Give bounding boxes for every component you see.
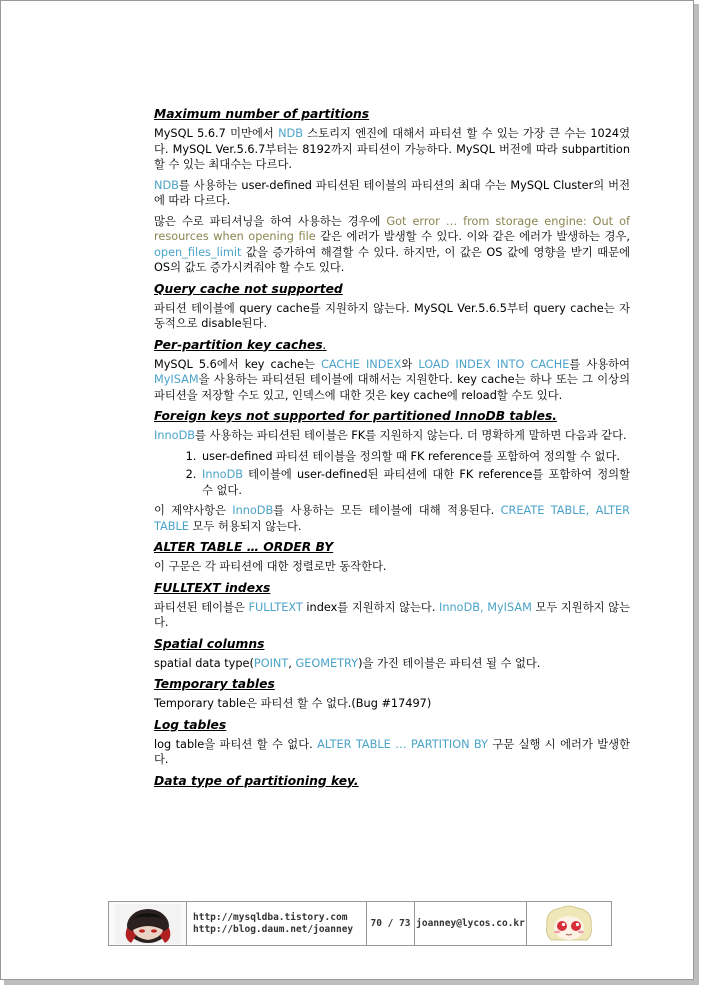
paragraph xyxy=(154,656,630,672)
page-footer xyxy=(108,901,612,946)
text-run: 스토리지 엔진에 대해서 파티션 할 수 있는 가장 큰 수는 1024였다. MySQL Ver.5.6.7부터는 8192까지 파티션이 가능하다. MySQL 버전에 따라 subpartition할 수 있는 최대수는 다르다. xyxy=(154,127,630,171)
text-run: 값을 증가하여 해결할 수 있다. 하지만, 이 값은 OS 값에 영향을 받기 때문에 OS의 값도 증가시켜줘야 할 수도 있다. xyxy=(154,245,630,274)
text-run: user-defined 파티션 테이블을 정의할 때 FK reference를 포함하여 정의할 수 없다. xyxy=(202,449,620,463)
highlighted-term: MyISAM xyxy=(154,373,199,386)
highlighted-term: Got error … from storage engine: Out of resources when opening file xyxy=(154,214,630,243)
highlighted-term: FULLTEXT xyxy=(248,600,303,614)
paragraph xyxy=(154,301,630,332)
text-run: )을 가진 테이블은 파티션 될 수 없다. xyxy=(358,656,541,670)
paragraph xyxy=(154,126,630,173)
text-run: 를 사용하는 user-defined 파티션된 테이블의 파티션의 최대 수는 MySQL Cluster의 버전에 따라 다르다. xyxy=(154,178,630,207)
list-item xyxy=(200,449,630,465)
section-heading xyxy=(154,580,630,596)
text-run: MySQL 5.6.7 미만에서 xyxy=(154,127,279,140)
section-heading xyxy=(154,539,630,555)
section-heading-text: FULLTEXT indexs xyxy=(154,580,271,595)
highlighted-term: NDB xyxy=(154,178,179,192)
text-run: 파티션 테이블에 query cache를 지원하지 않는다. MySQL Ver.5.6.5부터 query cache는 자동적으로 disable된다. xyxy=(154,301,630,330)
highlighted-term: CACHE INDEX xyxy=(320,357,402,371)
highlighted-term: InnoDB xyxy=(232,504,274,517)
highlighted-term: GEOMETRY xyxy=(295,656,359,670)
footer-avatar-left xyxy=(109,902,187,945)
paragraph xyxy=(154,696,630,712)
section-heading xyxy=(154,337,630,353)
text-run: 테이블에 user-defined된 파티션에 대한 FK reference를 포함하여 정의할 수 없다. xyxy=(202,468,630,497)
section-heading-text: Foreign keys not supported for partitioned InnoDB tables. xyxy=(154,409,557,423)
paragraph xyxy=(154,214,630,276)
footer-avatar-right xyxy=(527,902,611,945)
section-heading-text: Per-partition key caches xyxy=(154,337,323,352)
highlighted-term: POINT xyxy=(253,656,289,670)
footer-email[interactable]: joanney@lycos.co.kr xyxy=(415,902,527,945)
text-run: spatial data type( xyxy=(154,656,254,670)
highlighted-term: InnoDB xyxy=(202,468,244,481)
paragraph xyxy=(154,737,630,768)
section-heading-text: ALTER TABLE … ORDER BY xyxy=(154,540,334,554)
text-run: MySQL 5.6에서 key cache는 xyxy=(154,357,321,371)
section-heading xyxy=(154,408,630,424)
section-heading xyxy=(154,106,630,122)
paragraph xyxy=(154,503,630,534)
section-heading-tail: . xyxy=(322,337,327,352)
highlighted-term: LOAD INDEX INTO CACHE xyxy=(418,357,570,371)
section-heading-text: Log tables xyxy=(154,717,227,732)
section-heading-text: Data type of partitioning key. xyxy=(154,773,359,788)
section-heading xyxy=(154,676,630,692)
section-heading-text: Query cache not supported xyxy=(154,281,343,296)
paragraph xyxy=(154,178,630,209)
paragraph xyxy=(154,559,630,575)
section-heading xyxy=(154,636,630,652)
text-run: 많은 수로 파티셔닝을 하여 사용하는 경우에 xyxy=(154,214,387,228)
list-item xyxy=(200,467,630,498)
footer-urls xyxy=(187,902,367,945)
highlighted-term: open_files_limit xyxy=(154,245,242,259)
text-run: log table을 파티션 할 수 없다. xyxy=(154,737,318,751)
page-shadow-bottom xyxy=(4,980,699,985)
text-run: 모두 지원하지 않는다. xyxy=(154,600,630,629)
cute-character-icon xyxy=(539,904,599,944)
text-run: 구문 실행 시 에러가 발생한다. xyxy=(154,737,630,766)
section-heading-text: Temporary tables xyxy=(154,677,275,691)
text-run: 와 xyxy=(401,357,419,371)
section-heading-text: Maximum number of partitions xyxy=(154,107,370,121)
dark-character-icon xyxy=(115,904,181,944)
text-run: , xyxy=(288,656,296,670)
section-heading-text: Spatial columns xyxy=(154,636,265,651)
text-run: 파티션된 테이블은 xyxy=(154,600,249,614)
text-run: Temporary table은 파티션 할 수 없다.(Bug #17497) xyxy=(154,697,432,710)
footer-url-daum[interactable]: http://blog.daum.net/joanney xyxy=(193,923,354,935)
text-run: 같은 에러가 발생할 수 있다. 이와 같은 에러가 발생하는 경우, xyxy=(315,230,630,243)
text-run: index를 지원하지 않는다. xyxy=(302,600,440,614)
paragraph xyxy=(154,600,630,631)
highlighted-term: InnoDB, MyISAM xyxy=(439,600,532,614)
text-run: 를 사용하는 파티션된 테이블은 FK를 지원하지 않는다. 더 명확하게 말하면 다음과 같다. xyxy=(195,429,627,442)
page-content xyxy=(154,106,630,793)
paragraph xyxy=(154,428,630,444)
page-shadow-right xyxy=(694,4,699,983)
text-run: 이 제약사항은 xyxy=(154,504,233,517)
paragraph xyxy=(154,357,630,404)
section-heading xyxy=(154,717,630,733)
text-run: 이 구문은 각 파티션에 대한 정렬로만 동작한다. xyxy=(154,560,387,573)
highlighted-term: NDB xyxy=(278,127,303,140)
text-run: 모두 허용되지 않는다. xyxy=(188,519,302,533)
highlighted-term: ALTER TABLE … PARTITION BY xyxy=(317,737,488,751)
highlighted-term: InnoDB xyxy=(154,429,196,442)
highlighted-term: CREATE TABLE, ALTER TABLE xyxy=(154,504,630,533)
footer-url-tistory[interactable]: http://mysqldba.tistory.com xyxy=(193,911,348,923)
text-run: 를 사용하여 xyxy=(569,357,630,371)
footer-page-number: 70 / 73 xyxy=(367,902,415,945)
section-heading xyxy=(154,773,630,789)
text-run: 를 사용하는 모든 테이블에 대해 적용된다. xyxy=(273,504,501,517)
section-heading xyxy=(154,281,630,297)
text-run: 을 사용하는 파티션된 테이블에 대해서는 지원한다. key cache는 하나 또는 그 이상의 파티션을 저장할 수도 있고, 인덱스에 대한 것은 key cache에 reload할 수도 있다. xyxy=(154,373,630,402)
numbered-list xyxy=(154,449,630,499)
